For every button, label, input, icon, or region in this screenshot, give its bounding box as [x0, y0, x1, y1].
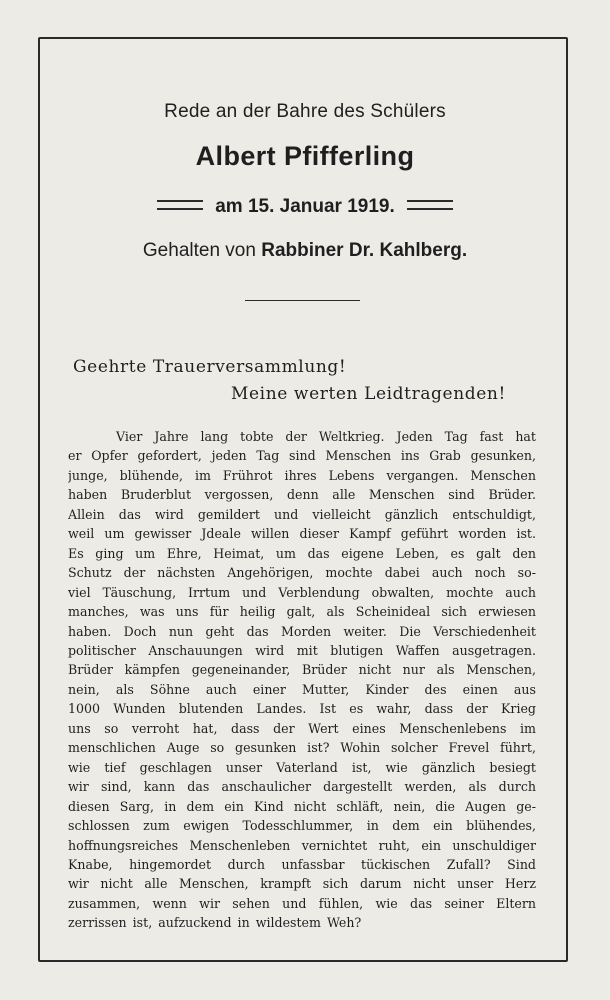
speech-line: Allein das wird gemildert und vielleicht gänzlich entschuldigt, [68, 506, 536, 522]
speech-line: Vier Jahre lang tobte der Weltkrieg. Jeden Tag fast hat [116, 429, 536, 444]
heading-date [0, 196, 610, 218]
speech-line: wir sind, kann das anschaulicher dargestellt werden, als durch [68, 779, 536, 795]
speech-body [68, 427, 536, 933]
double-rule-right [407, 200, 453, 210]
speech-line: Brüder kämpfen gegeneinander, Brüder nicht nur als Menschen, [68, 662, 536, 678]
speech-line: menschlichen Auge so gesunken ist? Wohin solcher Frevel führt, [68, 740, 536, 756]
speech-line: er Opfer gefordert, jeden Tag sind Menschen ins Grab gesunken, [68, 448, 536, 464]
speech-line: manches, was uns für heilig galt, als Scheinideal sich erwiesen [68, 604, 536, 620]
speech-line: haben Bruderblut vergossen, denn alle Menschen sind Brüder. [68, 487, 536, 503]
heading-occasion: Rede an der Bahre des Schülers [164, 101, 446, 122]
salutation-line-2: Meine werten Leidtragenden! [231, 384, 506, 404]
speech-line: 1000 Wunden blutenden Landes. Ist es wahr, dass der Krieg [68, 701, 536, 717]
speech-line: uns so verroht hat, dass der Wert eines Menschenlebens im [68, 720, 536, 736]
speech-line: schlossen zum ewigen Todesschlummer, in dem ein blühendes, [68, 818, 536, 834]
speaker-name: Rabbiner Dr. Kahlberg. [261, 240, 468, 261]
speech-line: zerrissen ist, aufzuckend in wildestem Weh? [68, 915, 362, 931]
heading-deceased-name: Albert Pfifferling [195, 141, 415, 171]
salutation-line-1: Geehrte Trauerversammlung! [73, 357, 347, 377]
speech-line: haben. Doch nun geht das Morden weiter. Die Verschiedenheit [68, 623, 536, 639]
speech-line: zusammen, wenn wir sehen und fühlen, wie das seiner Eltern [68, 895, 536, 911]
speech-line: weil um gewisser Jdeale willen dieser Kampf geführt worden ist. [68, 526, 536, 542]
speech-line: Es ging um Ehre, Heimat, um das eigene Leben, es galt den [68, 545, 536, 561]
speech-line: wie tief geschlagen unser Vaterland ist, wie gänzlich besiegt [68, 759, 536, 775]
speech-line: politischer Anschauungen wird mit blutigen Waffen ausgetragen. [68, 642, 536, 658]
double-rule-left [157, 200, 203, 210]
speech-line: viel Täuschung, Irrtum und Verblendung obwalten, mochte auch [68, 584, 536, 600]
speech-line: hoffnungsreiches Menschenleben vernichtet ruht, ein unschuldiger [68, 837, 536, 853]
speech-line: diesen Sarg, in dem ein Kind nicht schläft, nein, die Augen ge- [68, 798, 536, 814]
heading-speaker [0, 240, 610, 262]
speech-line: Schutz der nächsten Angehörigen, mochte dabei auch noch so- [68, 565, 536, 581]
speech-line: junge, blühende, im Frührot ihres Lebens vergangen. Menschen [68, 467, 536, 483]
heading-date-text: am 15. Januar 1919. [215, 196, 395, 217]
speech-line: Knabe, hingemordet durch unfassbar tückischen Zufall? Sind [68, 856, 536, 872]
speech-line: wir nicht alle Menschen, krampft sich darum nicht unser Herz [68, 876, 536, 892]
section-divider [245, 300, 360, 301]
speech-line: nein, als Söhne auch einer Mutter, Kinder des einen aus [68, 681, 536, 697]
speaker-prefix: Gehalten von [142, 240, 256, 261]
